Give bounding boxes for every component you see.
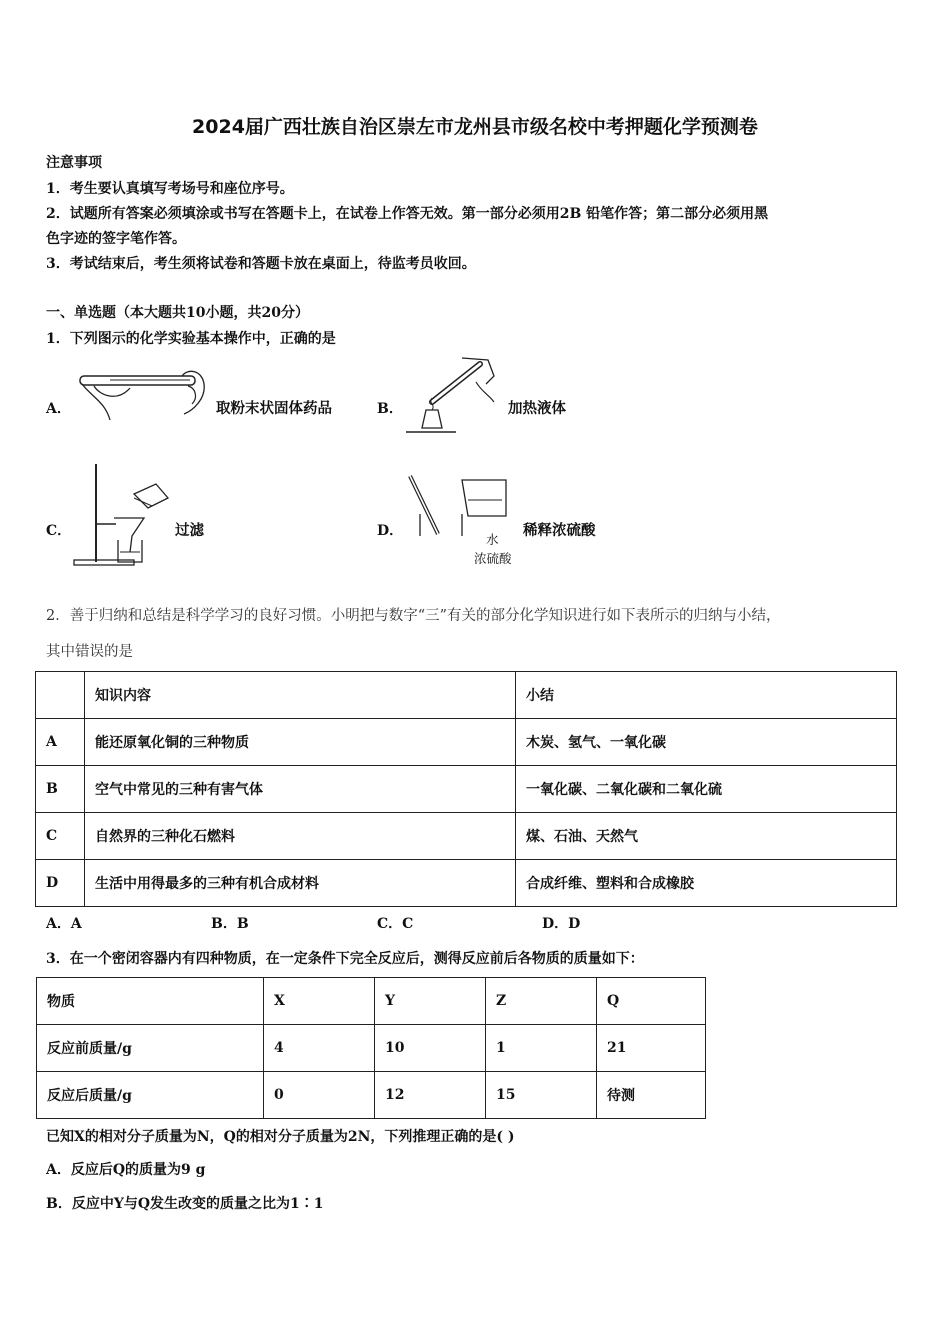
- table-header-cell: Q: [597, 978, 706, 1025]
- q2-choice-d: D．D: [542, 916, 581, 932]
- q1-option-c-text: 过滤: [175, 522, 204, 539]
- notice-heading: 注意事项: [46, 155, 102, 171]
- q1-option-a-text: 取粉末状固体药品: [216, 400, 332, 417]
- q1-option-b-label: B．: [377, 401, 403, 417]
- table-header-row: [37, 978, 706, 1025]
- table-row: [37, 1072, 706, 1119]
- table-cell: 木炭、氢气、一氧化碳: [516, 719, 897, 766]
- acid-label: 浓硫酸: [474, 551, 512, 566]
- table-cell: 反应后质量/g: [37, 1072, 264, 1119]
- q2-table: [35, 671, 897, 907]
- table-cell: 12: [375, 1072, 486, 1119]
- q3-option-a: A．反应后Q的质量为9 g: [46, 1162, 206, 1178]
- table-cell: 10: [375, 1025, 486, 1072]
- table-cell: D: [36, 860, 85, 907]
- table-row: [36, 719, 897, 766]
- page-title: 2024届广西壮族自治区崇左市龙州县市级名校中考押题化学预测卷: [192, 116, 758, 138]
- q1-option-c-label: C．: [46, 523, 72, 539]
- table-cell: 能还原氧化铜的三种物质: [85, 719, 516, 766]
- table-cell: 一氧化碳、二氧化碳和二氧化硫: [516, 766, 897, 813]
- powder-scoop-illustration: [70, 362, 210, 432]
- table-cell: 15: [486, 1072, 597, 1119]
- notice-item-2-cont: 色字迹的签字笔作答。: [46, 231, 186, 247]
- table-row: [36, 860, 897, 907]
- table-header-cell: 知识内容: [85, 672, 516, 719]
- table-cell: 待测: [597, 1072, 706, 1119]
- q2-choice-b: B．B: [211, 916, 249, 932]
- notice-item-2: 2．试题所有答案必须填涂或书写在答题卡上，在试卷上作答无效。第一部分必须用2B 铅笔作答；第二部分必须用黑: [46, 206, 769, 222]
- table-row: [36, 813, 897, 860]
- table-cell: 1: [486, 1025, 597, 1072]
- table-header-cell: 物质: [37, 978, 264, 1025]
- q2-choice-a: A．A: [46, 916, 82, 932]
- heating-liquid-illustration: [402, 352, 502, 436]
- table-cell: 煤、石油、天然气: [516, 813, 897, 860]
- q3-option-b: B．反应中Y与Q发生改变的质量之比为1∶1: [46, 1196, 324, 1212]
- table-header-row: [36, 672, 897, 719]
- table-header-cell: [36, 672, 85, 719]
- table-cell: 4: [264, 1025, 375, 1072]
- notice-item-1: 1．考生要认真填写考场号和座位序号。: [46, 181, 294, 197]
- table-cell: 合成纤维、塑料和合成橡胶: [516, 860, 897, 907]
- q3-condition: 已知X的相对分子质量为N，Q的相对分子质量为2N，下列推理正确的是( ): [46, 1129, 515, 1145]
- section-heading: 一、单选题（本大题共10小题，共20分）: [46, 305, 309, 321]
- filtration-illustration: [72, 462, 182, 568]
- table-cell: 自然界的三种化石燃料: [85, 813, 516, 860]
- table-cell: A: [36, 719, 85, 766]
- q1-option-a-label: A．: [46, 401, 71, 417]
- q2-stem-line1: 2．善于归纳和总结是科学学习的良好习惯。小明把与数字“三”有关的部分化学知识进行如下表所示的归纳与小结，: [46, 608, 781, 624]
- table-header-cell: X: [264, 978, 375, 1025]
- dilute-acid-illustration: [402, 470, 514, 536]
- q3-stem: 3．在一个密闭容器内有四种物质，在一定条件下完全反应后，测得反应前后各物质的质量如下：: [46, 951, 644, 967]
- q1-option-d-text: 稀释浓硫酸: [523, 522, 596, 539]
- table-cell: 生活中用得最多的三种有机合成材料: [85, 860, 516, 907]
- table-cell: C: [36, 813, 85, 860]
- water-label: 水: [486, 532, 499, 547]
- table-row: [36, 766, 897, 813]
- notice-item-3: 3．考试结束后，考生须将试卷和答题卡放在桌面上，待监考员收回。: [46, 256, 476, 272]
- table-row: [37, 1025, 706, 1072]
- table-header-cell: 小结: [516, 672, 897, 719]
- q2-stem-line2: 其中错误的是: [46, 644, 133, 660]
- q2-choice-c: C．C: [377, 916, 414, 932]
- table-header-cell: Y: [375, 978, 486, 1025]
- q1-stem: 1．下列图示的化学实验基本操作中，正确的是: [46, 331, 336, 347]
- table-header-cell: Z: [486, 978, 597, 1025]
- table-cell: 21: [597, 1025, 706, 1072]
- table-cell: 反应前质量/g: [37, 1025, 264, 1072]
- q3-table: [36, 977, 706, 1119]
- q1-option-d-label: D．: [377, 523, 404, 539]
- table-cell: 空气中常见的三种有害气体: [85, 766, 516, 813]
- table-cell: 0: [264, 1072, 375, 1119]
- q1-option-b-text: 加热液体: [508, 400, 566, 417]
- table-cell: B: [36, 766, 85, 813]
